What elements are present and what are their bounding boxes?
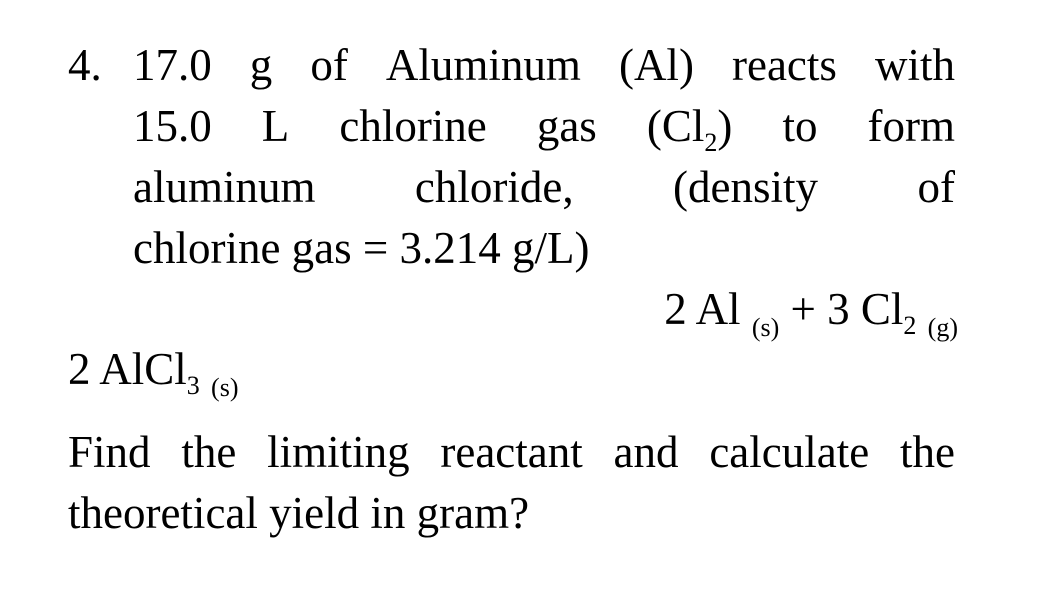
equation-product — [68, 344, 239, 402]
prompt-line-1 — [68, 427, 955, 477]
word: L — [261, 101, 290, 151]
equation-reactants — [664, 284, 958, 342]
word: of — [310, 40, 348, 90]
subscript: 3 — [186, 371, 200, 400]
question-number: 4. — [68, 40, 102, 90]
word: with — [874, 40, 955, 90]
word: chloride, — [414, 162, 574, 212]
word: aluminum — [133, 162, 316, 212]
chlorine-formula — [646, 101, 733, 157]
formula-text: ) — [717, 101, 733, 151]
phase-label: (s) — [211, 373, 239, 402]
word: 17.0 — [133, 40, 212, 90]
subscript: 2 — [903, 311, 917, 340]
word: limiting — [267, 427, 410, 477]
question-line-1 — [133, 40, 955, 90]
word: (Al) — [618, 40, 694, 90]
formula-text: (Cl — [646, 101, 705, 151]
prompt-line-2: theoretical yield in gram? — [68, 488, 530, 538]
phase-label: (s) — [751, 313, 780, 342]
phase-label: (g) — [927, 313, 958, 342]
product-aluminum-chloride: 2 AlCl — [68, 344, 187, 394]
reactant-chlorine: + 3 Cl — [790, 284, 904, 334]
word: calculate — [709, 427, 870, 477]
word: reacts — [731, 40, 837, 90]
word: 15.0 — [133, 101, 212, 151]
question-line-2 — [133, 101, 955, 157]
word: and — [613, 427, 679, 477]
word: (density — [673, 162, 819, 212]
word: gas — [536, 101, 597, 151]
question-line-3 — [133, 162, 955, 212]
word: the — [181, 427, 237, 477]
question-line-4: chlorine gas = 3.214 g/L) — [133, 223, 590, 273]
word: Aluminum — [385, 40, 581, 90]
word: of — [917, 162, 955, 212]
word: Find — [68, 427, 151, 477]
word: form — [867, 101, 955, 151]
subscript: 2 — [704, 128, 718, 157]
word: to — [782, 101, 818, 151]
reactant-aluminum: 2 Al — [664, 284, 741, 334]
word: reactant — [440, 427, 583, 477]
word: chlorine — [339, 101, 487, 151]
word: g — [249, 40, 273, 90]
word: the — [899, 427, 955, 477]
